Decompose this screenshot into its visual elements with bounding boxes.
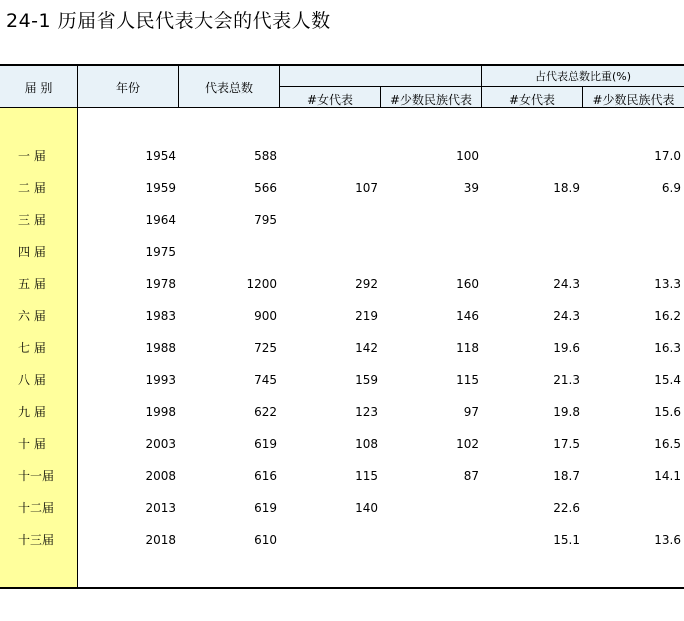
cell-women-pct: 24.3 bbox=[553, 277, 580, 291]
cell-women-pct bbox=[500, 149, 580, 163]
header-minority: #少数民族代表 bbox=[389, 93, 473, 107]
cell-minority-pct: 16.5 bbox=[654, 437, 681, 451]
cell-women: 142 bbox=[355, 341, 378, 355]
cell-women-pct bbox=[500, 213, 580, 227]
cell-minority: 115 bbox=[456, 373, 479, 387]
cell-year: 1954 bbox=[145, 149, 176, 163]
cell-minority-pct: 6.9 bbox=[661, 181, 681, 195]
header-women: #女代表 bbox=[306, 93, 354, 107]
cell-minority-pct: 16.3 bbox=[654, 341, 681, 355]
cell-women: 108 bbox=[355, 437, 378, 451]
cell-session: 十二届 bbox=[18, 501, 55, 515]
cell-total: 588 bbox=[254, 149, 277, 163]
cell-session: 七 届 bbox=[18, 341, 46, 355]
cell-year: 2008 bbox=[145, 469, 176, 483]
cell-women-pct: 24.3 bbox=[553, 309, 580, 323]
cell-minority bbox=[400, 245, 479, 259]
cell-minority-pct bbox=[600, 501, 681, 515]
cell-year: 1993 bbox=[145, 373, 176, 387]
cell-year: 1964 bbox=[145, 213, 176, 227]
cell-session: 二 届 bbox=[18, 181, 46, 195]
cell-session: 九 届 bbox=[18, 405, 46, 419]
cell-year: 2018 bbox=[145, 533, 176, 547]
cell-minority: 39 bbox=[463, 181, 479, 195]
cell-session: 十三届 bbox=[18, 533, 55, 547]
cell-minority: 87 bbox=[463, 469, 479, 483]
header-year: 年份 bbox=[115, 81, 140, 95]
table-title: 24-1 历届省人民代表大会的代表人数 bbox=[6, 10, 331, 32]
cell-minority-pct bbox=[600, 245, 681, 259]
cell-total: 566 bbox=[254, 181, 277, 195]
data-table bbox=[0, 64, 684, 589]
session-column-divider bbox=[77, 64, 78, 587]
cell-session: 五 届 bbox=[18, 277, 46, 291]
header-ratio-group: 占代表总数比重(%) bbox=[534, 70, 632, 83]
cell-year: 1988 bbox=[145, 341, 176, 355]
cell-women-pct: 21.3 bbox=[553, 373, 580, 387]
cell-minority: 97 bbox=[463, 405, 479, 419]
cell-women: 115 bbox=[355, 469, 378, 483]
cell-minority bbox=[400, 533, 479, 547]
cell-women bbox=[300, 149, 378, 163]
cell-women: 219 bbox=[355, 309, 378, 323]
cell-minority-pct: 15.4 bbox=[654, 373, 681, 387]
cell-minority-pct: 13.6 bbox=[654, 533, 681, 547]
cell-total: 619 bbox=[254, 437, 277, 451]
cell-total: 1200 bbox=[246, 277, 277, 291]
cell-women-pct: 22.6 bbox=[553, 501, 580, 515]
cell-women-pct bbox=[500, 245, 580, 259]
cell-minority: 160 bbox=[456, 277, 479, 291]
cell-minority-pct: 17.0 bbox=[654, 149, 681, 163]
cell-session: 一 届 bbox=[18, 149, 46, 163]
cell-women: 140 bbox=[355, 501, 378, 515]
cell-minority: 102 bbox=[456, 437, 479, 451]
cell-total: 616 bbox=[254, 469, 277, 483]
cell-total bbox=[200, 245, 277, 259]
cell-session: 十 届 bbox=[18, 437, 46, 451]
bottom-rule bbox=[0, 587, 684, 589]
cell-minority-pct: 13.3 bbox=[654, 277, 681, 291]
cell-women: 292 bbox=[355, 277, 378, 291]
cell-total: 745 bbox=[254, 373, 277, 387]
cell-total: 619 bbox=[254, 501, 277, 515]
header-session: 届 别 bbox=[24, 81, 53, 95]
cell-session: 六 届 bbox=[18, 309, 46, 323]
cell-women-pct: 18.9 bbox=[553, 181, 580, 195]
cell-year: 1983 bbox=[145, 309, 176, 323]
cell-women: 159 bbox=[355, 373, 378, 387]
cell-women-pct: 17.5 bbox=[553, 437, 580, 451]
cell-women-pct: 19.6 bbox=[553, 341, 580, 355]
cell-minority bbox=[400, 213, 479, 227]
cell-minority-pct bbox=[600, 213, 681, 227]
cell-total: 610 bbox=[254, 533, 277, 547]
cell-women bbox=[300, 245, 378, 259]
header-women-pct: #女代表 bbox=[508, 93, 556, 107]
cell-total: 622 bbox=[254, 405, 277, 419]
cell-minority-pct: 14.1 bbox=[654, 469, 681, 483]
cell-session: 八 届 bbox=[18, 373, 46, 387]
cell-minority bbox=[400, 501, 479, 515]
cell-women: 123 bbox=[355, 405, 378, 419]
cell-women-pct: 18.7 bbox=[553, 469, 580, 483]
cell-total: 725 bbox=[254, 341, 277, 355]
cell-women-pct: 19.8 bbox=[553, 405, 580, 419]
cell-year: 2013 bbox=[145, 501, 176, 515]
cell-total: 795 bbox=[254, 213, 277, 227]
header-minority-pct: #少数民族代表 bbox=[592, 93, 675, 107]
cell-session: 四 届 bbox=[18, 245, 46, 259]
cell-total: 900 bbox=[254, 309, 277, 323]
cell-women bbox=[300, 533, 378, 547]
top-rule bbox=[0, 64, 684, 66]
cell-year: 1975 bbox=[145, 245, 176, 259]
cell-women: 107 bbox=[355, 181, 378, 195]
cell-women bbox=[300, 213, 378, 227]
cell-year: 1978 bbox=[145, 277, 176, 291]
cell-year: 1959 bbox=[145, 181, 176, 195]
cell-year: 1998 bbox=[145, 405, 176, 419]
cell-minority: 100 bbox=[456, 149, 479, 163]
cell-minority: 146 bbox=[456, 309, 479, 323]
cell-session: 十一届 bbox=[18, 469, 55, 483]
cell-session: 三 届 bbox=[18, 213, 46, 227]
cell-minority: 118 bbox=[456, 341, 479, 355]
cell-minority-pct: 16.2 bbox=[654, 309, 681, 323]
header-total: 代表总数 bbox=[204, 81, 253, 95]
cell-women-pct: 15.1 bbox=[553, 533, 580, 547]
cell-year: 2003 bbox=[145, 437, 176, 451]
cell-minority-pct: 15.6 bbox=[654, 405, 681, 419]
